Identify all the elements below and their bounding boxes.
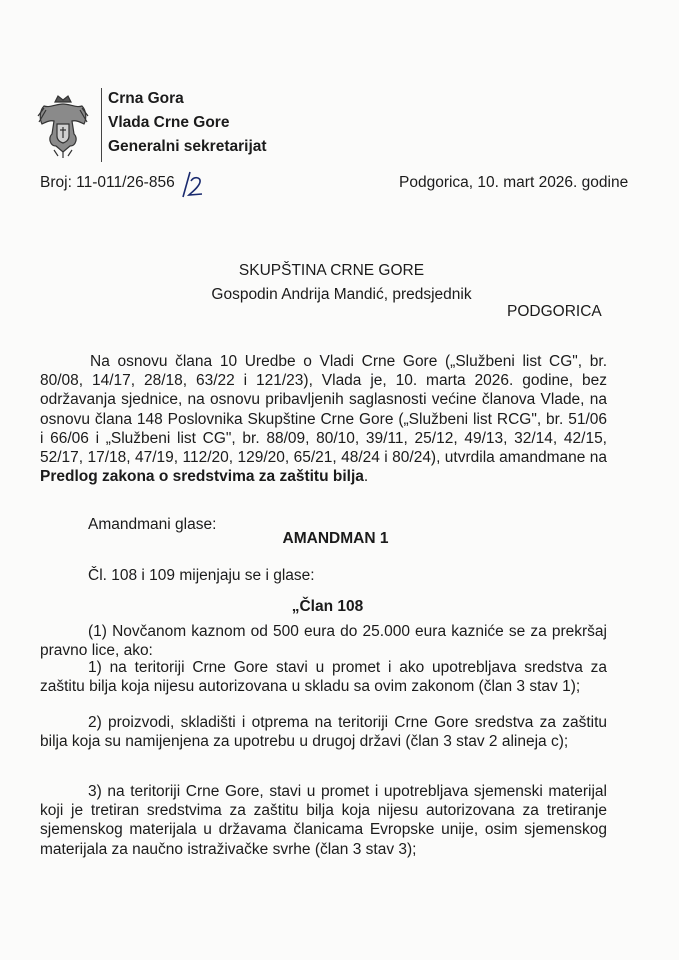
intro-end: . — [363, 468, 369, 486]
reference-number — [40, 174, 175, 192]
coat-of-arms-icon — [36, 94, 90, 160]
letterhead-country: Crna Gora — [108, 90, 184, 107]
article-item-2 — [40, 713, 607, 751]
addressee-city: PODGORICA — [507, 303, 602, 320]
amendment-title: AMANDMAN 1 — [282, 530, 389, 547]
letterhead-government: Vlada Crne Gore — [108, 114, 230, 131]
letterhead — [108, 87, 267, 159]
article-item-3 — [40, 782, 607, 859]
intro-text: Na osnovu člana 10 Uredbe o Vladi Crne Gore („Službeni list CG", br. 80/08, 14/17, 28/18, 63/22 i 121/23), Vlada je, 10. marta 2026. godine, bez održavanja sjednice, na osnovu pribavljenih saglasnosti većine članova Vlade, na osnovu člana 148 Poslovnika Skupštine Crne Gore („Službeni list RCG", br. 51/06 i 66/06 i „Službeni list CG", br. 88/09, 80/10, 39/11, 25/12, 49/13, 32/14, 42/15, 52/17, 17/18, 47/19, 112/20, 129/20, 65/21, 48/24 i 80/24), utvrdila amandmane na — [40, 353, 607, 467]
item-text: 2) proizvodi, skladišti i otprema na teritoriji Crne Gore sredstva za zaštitu bilja koja su namijenjena za upotrebu u drugoj državi (član 3 stav 2 alineja c); — [40, 714, 607, 751]
item-text: 1) na teritoriji Crne Gore stavi u promet i ako upotrebljava sredstva za zaštitu bilja koja nijesu autorizovana u skladu sa ovim zakonom (član 3 stav 1); — [40, 659, 607, 696]
item-text: 3) na teritoriji Crne Gore, stavi u promet i upotrebljava sjemenski materijal koji je tretiran sredstvima za zaštitu bilja koja nijesu autorizovana za tretiranje sjemenskog materijala u državama članicama Evropske unije, osim sjemenskog materijala za naučno istraživačke svrhe (član 3 stav 3); — [40, 783, 607, 858]
letterhead-divider — [101, 88, 102, 162]
handwritten-number-icon — [174, 170, 208, 200]
intro-paragraph — [40, 352, 607, 486]
article-item-1 — [40, 658, 607, 696]
addressee-person: Gospodin Andrija Mandić, predsjednik — [211, 286, 472, 303]
addressee-institution: SKUPŠTINA CRNE GORE — [238, 262, 425, 279]
amendments-intro: Amandmani glase: — [88, 516, 217, 533]
reference-number-text: Broj: 11-011/26-856 — [40, 174, 175, 191]
bill-title: Predlog zakona o sredstvima za zaštitu bilja — [40, 468, 364, 486]
place-date: Podgorica, 10. mart 2026. godine — [399, 174, 629, 191]
letterhead-department: Generalni sekretarijat — [108, 138, 267, 155]
paragraph-text: (1) Novčanom kaznom od 500 eura do 25.000 eura kazniće se za prekršaj pravno lice, ako: — [40, 623, 607, 660]
article-paragraph-1 — [40, 622, 607, 660]
article-title: „Član 108 — [291, 598, 364, 615]
amendment-change: Čl. 108 i 109 mijenjaju se i glase: — [88, 567, 315, 584]
